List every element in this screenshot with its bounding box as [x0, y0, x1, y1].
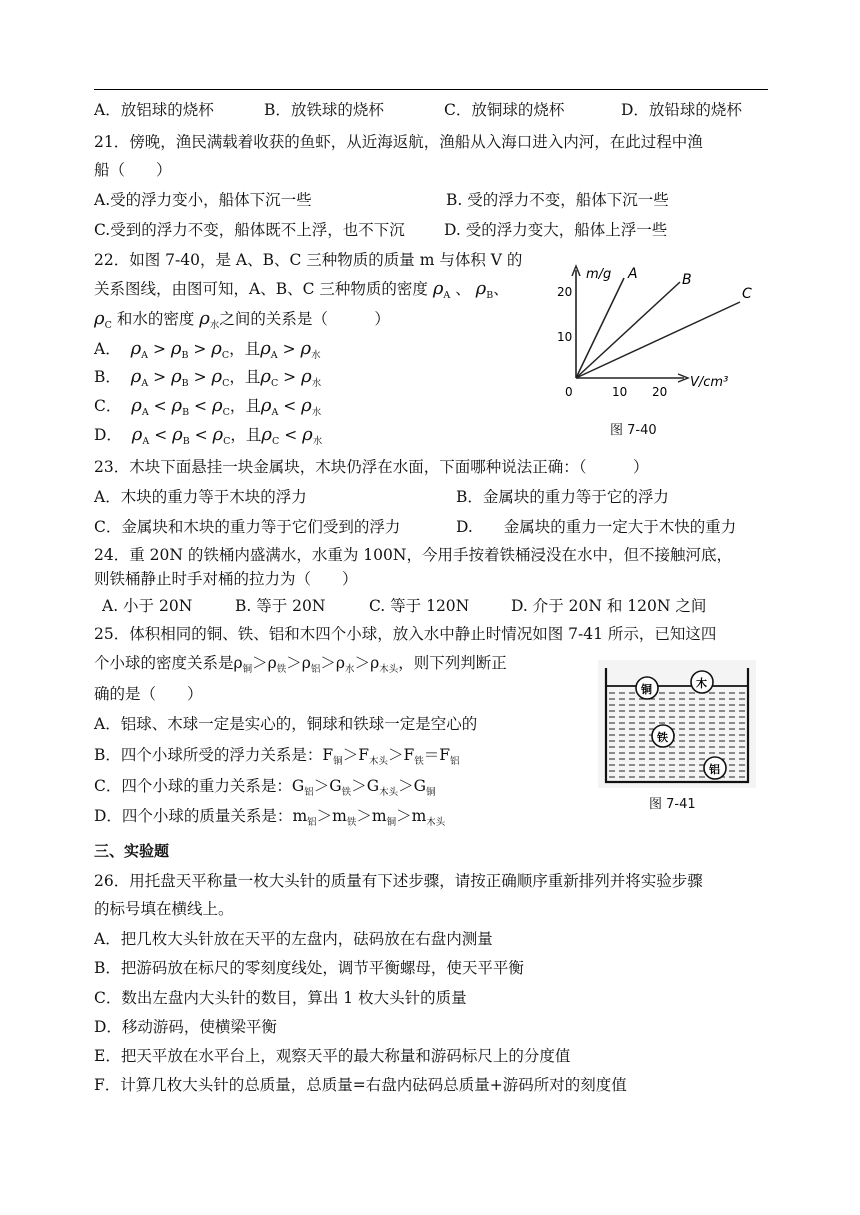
q23-option-a: A．木块的重力等于木块的浮力	[94, 488, 307, 506]
q26-step-f: F．计算几枚大头针的总质量，总质量=右盘内砝码总质量+游码所对的刻度值	[94, 1076, 627, 1094]
x-axis-label: V/cm³	[690, 375, 729, 390]
q23-option-c: C．金属块和木块的重力等于它们受到的浮力	[94, 518, 401, 536]
y-tick-20: 20	[557, 285, 573, 299]
section-3-title: 三、实验题	[94, 842, 170, 860]
q24-stem-1: 24．重 20N 的铁桶内盛满水，水重为 100N，今用手按着铁桶浸没在水中，但不接触河底，	[94, 546, 732, 564]
q21-option-d: D. 受的浮力变大，船体上浮一些	[444, 221, 668, 239]
q20-option-a: A．放铝球的烧杯	[94, 101, 214, 119]
header-rule	[94, 89, 768, 90]
q24-option-c: C. 等于 120N	[369, 597, 470, 615]
q21-option-a: A.受的浮力变小，船体下沉一些	[94, 191, 312, 209]
q22-stem-2-text: 关系图线，由图可知，A、B、C 三种物质的密度	[94, 280, 428, 298]
q25-option-c: C．四个小球的重力关系是：$G_铝>G_铁>G_{木头}>G_铜$	[94, 777, 436, 798]
q23-stem: 23．木块下面悬挂一块金属块，木块仍浮在水面，下面哪种说法正确：（ ）	[94, 458, 649, 476]
rho-water: $\rho_水$	[199, 308, 220, 331]
q20-option-b: B．放铁球的烧杯	[264, 101, 384, 119]
q22-stem-2: 关系图线，由图可知，A、B、C 三种物质的密度 $\rho_A$ 、 $\rho_B$、	[94, 278, 509, 301]
figure-7-41-caption: 图 7-41	[649, 797, 696, 812]
y-axis-label: m/g	[586, 267, 612, 282]
q23-option-d: D. 金属块的重力一定大于木快的重力	[456, 518, 737, 536]
q21-option-c: C.受到的浮力不变，船体既不上浮，也不下沉	[94, 221, 405, 239]
q22-stem-3-tail: 之间的关系是（ ）	[219, 310, 390, 328]
q26-step-e: E．把天平放在水平台上，观察天平的最大称量和游码标尺上的分度值	[94, 1047, 571, 1065]
q20-option-c: C．放铜球的烧杯	[444, 101, 565, 119]
q24-stem-2: 则铁桶静止时手对桶的拉力为（ ）	[94, 570, 358, 588]
line-b	[576, 282, 680, 378]
q24-option-b: B. 等于 20N	[235, 597, 326, 615]
q21-stem-1: 21．傍晚，渔民满载着收获的鱼虾，从近海返航，渔船从入海口进入内河，在此过程中渔	[94, 133, 703, 151]
q22-option-a: A． $\rho_A > \rho_B > \rho_C$，且$\rho_A > \rho_水$	[94, 338, 321, 361]
q25-stem-3: 确的是（ ）	[94, 685, 203, 703]
q24-option-a: A. 小于 20N	[102, 597, 193, 615]
ball-aluminum-label: 铝	[709, 763, 720, 776]
q21-stem-2: 船（ ）	[94, 161, 172, 179]
line-c-label: C	[742, 286, 752, 302]
figure-7-41	[598, 660, 756, 788]
q26-step-b: B．把游码放在标尺的零刻度线处，调节平衡螺母，使天平平衡	[94, 959, 524, 977]
q26-step-a: A．把几枚大头针放在天平的左盘内，砝码放在右盘内测量	[94, 930, 493, 948]
q22-stem-3-text: 和水的密度	[116, 310, 195, 328]
q23-option-b: B．金属块的重力等于它的浮力	[456, 488, 669, 506]
q22-option-d: D． $\rho_A < \rho_B < \rho_C$，且$\rho_C < \rho_水$	[94, 424, 323, 447]
figure-7-40-caption: 图 7-40	[610, 423, 657, 438]
line-b-label: B	[682, 272, 692, 288]
q25-stem-1: 25．体积相同的铜、铁、铝和木四个小球，放入水中静止时情况如图 7-41 所示，已知这四	[94, 625, 717, 643]
ball-wood-label: 木	[696, 677, 707, 690]
line-a	[576, 278, 624, 378]
q22-stem-3	[94, 308, 390, 337]
q25-stem-2: 个小球的密度关系是$\rho_铜>\rho_铁>\rho_铝>\rho_水>\rho_{木头}$，则下列判断正	[94, 654, 507, 675]
q26-stem-2: 的标号填在横线上。	[94, 900, 234, 918]
x-tick-10: 10	[612, 385, 628, 399]
q24-option-d: D. 介于 20N 和 120N 之间	[511, 597, 707, 615]
rho-c: $\rho_C$	[94, 308, 112, 331]
q25-option-d: D．四个小球的质量关系是：$m_铝>m_铁>m_铜>m_{木头}$	[94, 807, 446, 828]
rho-a: $\rho_A$	[432, 278, 451, 301]
q25-option-b: B．四个小球所受的浮力关系是：$F_铜>F_{木头}>F_铁=F_铝$	[94, 746, 460, 767]
q22-stem-1: 22．如图 7-40，是 A、B、C 三种物质的质量 m 与体积 V 的	[94, 251, 523, 269]
x-tick-20: 20	[652, 385, 668, 399]
origin-label: 0	[565, 385, 573, 399]
line-c	[576, 302, 740, 378]
q22-option-b: B． $\rho_A > \rho_B > \rho_C$，且$\rho_C > \rho_水$	[94, 366, 322, 389]
q26-stem-1: 26．用托盘天平称量一枚大头针的质量有下述步骤，请按正确顺序重新排列并将实验步骤	[94, 872, 703, 890]
q20-options	[94, 99, 742, 121]
graph-7-40	[556, 258, 770, 400]
q25-option-a: A．铝球、木球一定是实心的，铜球和铁球一定是空心的	[94, 715, 478, 733]
ball-iron-label: 铁	[657, 731, 668, 744]
line-a-label: A	[628, 266, 638, 282]
q24-options	[102, 595, 706, 617]
q21-option-b: B. 受的浮力不变，船体下沉一些	[446, 191, 669, 209]
q20-option-d: D．放铅球的烧杯	[621, 101, 742, 119]
q26-step-d: D．移动游码，使横梁平衡	[94, 1018, 277, 1036]
q26-step-c: C．数出左盘内大头针的数目，算出 1 枚大头针的质量	[94, 989, 467, 1007]
rho-b: $\rho_B$	[475, 278, 494, 301]
y-tick-10: 10	[557, 330, 573, 344]
q22-option-c: C． $\rho_A < \rho_B < \rho_C$，且$\rho_A < \rho_水$	[94, 395, 322, 418]
ball-copper-label: 铜	[641, 683, 652, 696]
